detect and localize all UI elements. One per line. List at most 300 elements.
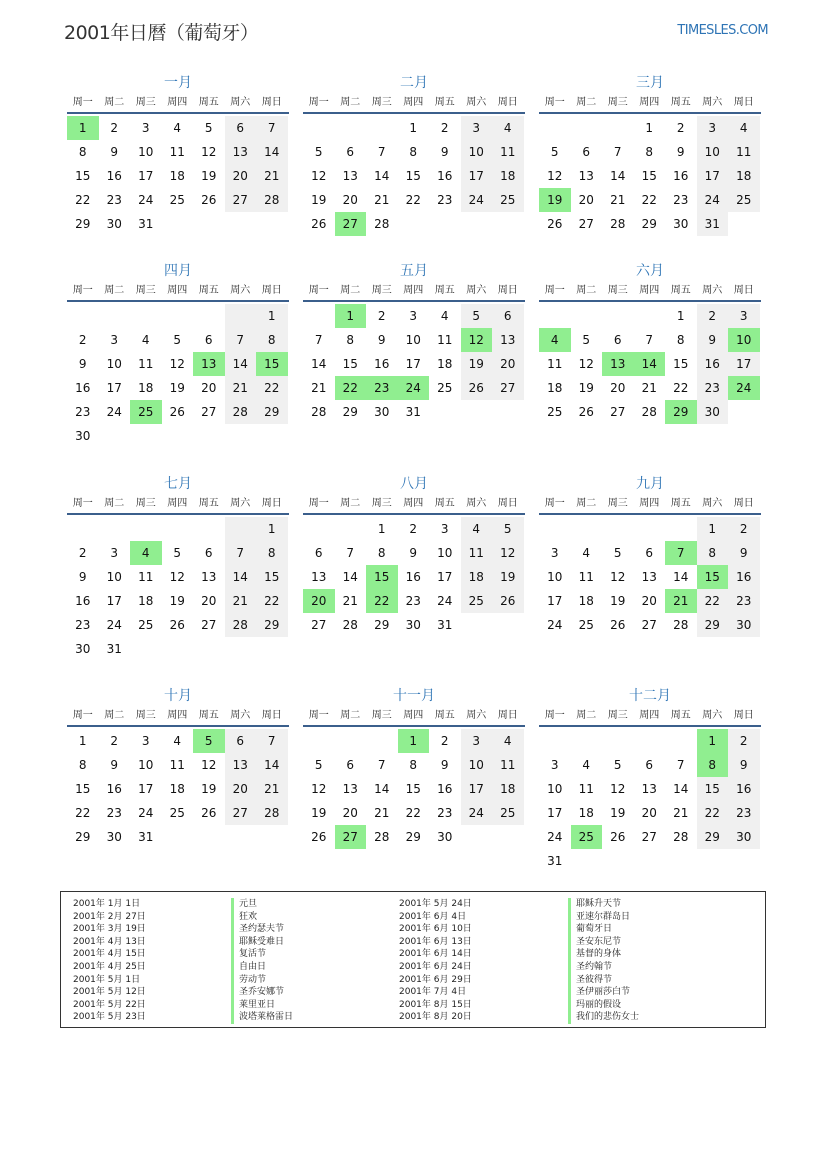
- day-cell: 14: [225, 352, 257, 376]
- day-cell-holiday: 1: [335, 304, 367, 328]
- day-cell: 10: [547, 782, 563, 796]
- month-name: 四月: [164, 263, 192, 279]
- day-cell-holiday: 29: [665, 400, 697, 424]
- day-cell: 7: [377, 758, 386, 772]
- weekday-label: 周二: [576, 285, 597, 296]
- month-name: 十月: [164, 688, 192, 704]
- day-cell: 17: [106, 381, 122, 395]
- day-grid: [539, 116, 761, 236]
- weekday-label: 周五: [434, 710, 455, 721]
- weekday-label: 周五: [198, 285, 219, 296]
- day-cell-holiday: 4: [539, 328, 571, 352]
- day-cell: 12: [169, 357, 185, 371]
- day-cell: 26: [547, 217, 563, 231]
- day-cell: 18: [492, 777, 524, 801]
- day-cell: 19: [578, 381, 594, 395]
- month-calendar: [539, 260, 761, 424]
- holiday-name: 元旦: [231, 898, 293, 911]
- day-cell: 11: [492, 753, 524, 777]
- day-cell: 30: [374, 405, 390, 419]
- month-name: 二月: [400, 75, 428, 91]
- day-cell: 27: [201, 618, 217, 632]
- month-calendar: [67, 685, 289, 849]
- day-cell: 20: [610, 381, 626, 395]
- day-cell: 28: [374, 217, 390, 231]
- day-cell-holiday: 24: [728, 376, 760, 400]
- day-cell-holiday: 20: [303, 589, 335, 613]
- weekday-label: 周一: [544, 285, 565, 296]
- holiday-date: 2001年 5月 12日: [73, 987, 146, 998]
- weekday-label: 周五: [198, 710, 219, 721]
- day-cell: 18: [547, 381, 563, 395]
- day-cell: 8: [697, 541, 729, 565]
- weekday-label: 周日: [733, 97, 754, 108]
- day-cell-holiday: 5: [193, 729, 225, 753]
- day-cell: 30: [75, 642, 91, 656]
- holiday-date: 2001年 6月 4日: [399, 911, 467, 922]
- day-cell: 4: [173, 121, 182, 135]
- weekday-label: 周三: [135, 97, 156, 108]
- holiday-date: 2001年 1月 1日: [73, 899, 141, 909]
- day-empty: [602, 116, 634, 140]
- day-empty: [303, 517, 335, 541]
- day-cell: 20: [342, 806, 358, 820]
- weekday-label: 周六: [230, 97, 251, 108]
- day-cell: 8: [409, 758, 418, 772]
- day-cell: 14: [311, 357, 327, 371]
- day-cell: 18: [492, 164, 524, 188]
- weekday-label: 周六: [466, 498, 487, 509]
- day-cell: 9: [377, 333, 386, 347]
- day-cell: 22: [641, 193, 657, 207]
- holiday-name: 耶稣升天节: [568, 898, 639, 911]
- day-cell: 31: [138, 217, 154, 231]
- day-grid: [539, 517, 761, 637]
- day-cell: 30: [697, 400, 729, 424]
- weekday-label: 周三: [135, 498, 156, 509]
- weekday-label: 周日: [261, 710, 282, 721]
- day-cell: 11: [547, 357, 563, 371]
- day-cell: 8: [409, 145, 418, 159]
- weekday-label: 周一: [544, 710, 565, 721]
- day-cell-holiday: 22: [335, 376, 367, 400]
- day-cell: 23: [106, 806, 122, 820]
- weekday-label: 周二: [104, 498, 125, 509]
- weekday-header: [67, 94, 289, 114]
- weekday-label: 周六: [230, 498, 251, 509]
- weekday-header: [539, 707, 761, 727]
- day-cell: 28: [225, 400, 257, 424]
- day-cell: 18: [728, 164, 760, 188]
- weekday-label: 周日: [497, 97, 518, 108]
- weekday-label: 周五: [670, 285, 691, 296]
- day-cell: 30: [437, 830, 453, 844]
- day-cell: 31: [437, 618, 453, 632]
- day-cell-holiday: 1: [67, 116, 99, 140]
- holiday-date: 2001年 5月 22日: [73, 999, 146, 1010]
- day-cell: 29: [256, 613, 288, 637]
- holiday-date: 2001年 6月 10日: [399, 924, 472, 935]
- day-grid: [303, 304, 525, 424]
- day-cell: 28: [374, 830, 390, 844]
- day-cell: 19: [311, 193, 327, 207]
- day-cell: 12: [492, 541, 524, 565]
- day-cell: 17: [138, 782, 154, 796]
- day-cell-holiday: 1: [697, 729, 729, 753]
- day-cell: 3: [141, 734, 150, 748]
- page-title: 2001年日曆（葡萄牙）: [64, 22, 259, 44]
- day-empty: [539, 116, 571, 140]
- holiday-date: 2001年 4月 15日: [73, 949, 146, 960]
- holiday-name: 劳动节: [231, 974, 293, 987]
- month-calendar: [303, 473, 525, 637]
- day-cell: 20: [201, 594, 217, 608]
- weekday-label: 周五: [434, 285, 455, 296]
- weekday-label: 周日: [733, 710, 754, 721]
- day-cell-holiday: 19: [539, 188, 571, 212]
- holiday-date: 2001年 6月 24日: [399, 961, 472, 972]
- holiday-name: 自由日: [231, 961, 293, 974]
- day-cell: 27: [225, 801, 257, 825]
- site-link[interactable]: TIMESLES.COM: [677, 23, 768, 38]
- day-cell: 7: [225, 328, 257, 352]
- day-cell: 10: [106, 357, 122, 371]
- weekday-label: 周一: [544, 97, 565, 108]
- day-cell: 15: [405, 169, 421, 183]
- day-cell: 18: [169, 782, 185, 796]
- day-cell: 3: [550, 546, 559, 560]
- day-cell: 16: [697, 352, 729, 376]
- weekday-label: 周四: [639, 97, 660, 108]
- day-cell: 13: [641, 782, 657, 796]
- holiday-date: 2001年 5月 23日: [73, 1012, 146, 1023]
- day-cell: 26: [169, 618, 185, 632]
- day-cell: 20: [225, 777, 257, 801]
- day-cell: 14: [673, 782, 689, 796]
- day-empty: [99, 517, 131, 541]
- day-empty: [602, 517, 634, 541]
- weekday-label: 周日: [733, 498, 754, 509]
- weekday-label: 周四: [639, 498, 660, 509]
- day-cell: 11: [578, 570, 594, 584]
- day-cell: 13: [342, 782, 358, 796]
- weekday-label: 周一: [308, 285, 329, 296]
- day-cell-holiday: 15: [256, 352, 288, 376]
- day-cell: 31: [697, 212, 729, 236]
- day-cell: 9: [697, 328, 729, 352]
- day-cell: 2: [110, 734, 119, 748]
- day-cell-holiday: 8: [697, 753, 729, 777]
- weekday-label: 周二: [576, 97, 597, 108]
- day-cell: 13: [641, 570, 657, 584]
- day-cell: 30: [75, 429, 91, 443]
- day-cell: 28: [673, 618, 689, 632]
- holiday-date: 2001年 3月 19日: [73, 924, 146, 935]
- day-cell: 21: [256, 777, 288, 801]
- holiday-date: 2001年 6月 29日: [399, 974, 472, 985]
- day-cell: 14: [374, 169, 390, 183]
- weekday-label: 周日: [261, 498, 282, 509]
- weekday-label: 周日: [261, 97, 282, 108]
- day-cell-holiday: 12: [461, 328, 493, 352]
- weekday-label: 周六: [702, 285, 723, 296]
- day-cell: 23: [106, 193, 122, 207]
- day-cell: 29: [405, 830, 421, 844]
- day-empty: [539, 729, 571, 753]
- holiday-name: 圣伊丽莎白节: [568, 986, 639, 999]
- day-cell: 24: [547, 618, 563, 632]
- day-cell: 8: [256, 541, 288, 565]
- day-cell: 25: [437, 381, 453, 395]
- day-cell: 16: [75, 594, 91, 608]
- weekday-label: 周日: [497, 285, 518, 296]
- weekday-label: 周三: [371, 97, 392, 108]
- weekday-label: 周三: [607, 710, 628, 721]
- day-grid: [539, 304, 761, 424]
- weekday-label: 周三: [135, 710, 156, 721]
- weekday-label: 周二: [104, 710, 125, 721]
- day-cell: 16: [106, 169, 122, 183]
- day-cell: 22: [256, 589, 288, 613]
- day-cell: 21: [311, 381, 327, 395]
- day-cell: 10: [437, 546, 453, 560]
- weekday-label: 周六: [466, 285, 487, 296]
- day-cell: 12: [610, 570, 626, 584]
- weekday-label: 周一: [72, 285, 93, 296]
- day-empty: [162, 304, 194, 328]
- day-grid: [67, 304, 289, 448]
- day-grid: [303, 116, 525, 236]
- weekday-label: 周二: [340, 97, 361, 108]
- day-cell: 23: [673, 193, 689, 207]
- day-grid: [67, 517, 289, 661]
- day-cell: 3: [110, 333, 119, 347]
- weekday-label: 周三: [371, 498, 392, 509]
- weekday-label: 周六: [230, 285, 251, 296]
- day-cell: 20: [578, 193, 594, 207]
- day-cell: 17: [405, 357, 421, 371]
- day-cell: 29: [342, 405, 358, 419]
- day-cell: 21: [342, 594, 358, 608]
- weekday-label: 周五: [670, 498, 691, 509]
- day-cell: 10: [461, 753, 493, 777]
- holiday-date: 2001年 5月 24日: [399, 899, 472, 909]
- day-cell: 16: [728, 777, 760, 801]
- weekday-label: 周二: [104, 97, 125, 108]
- weekday-label: 周四: [403, 97, 424, 108]
- holiday-name: 亚速尔群岛日: [568, 911, 639, 924]
- day-cell: 17: [547, 594, 563, 608]
- day-cell: 19: [169, 594, 185, 608]
- month-calendar: [303, 260, 525, 424]
- day-empty: [335, 517, 367, 541]
- day-empty: [571, 116, 603, 140]
- day-cell: 28: [641, 405, 657, 419]
- day-cell: 2: [110, 121, 119, 135]
- day-cell: 5: [204, 121, 213, 135]
- weekday-header: [539, 282, 761, 302]
- day-cell: 21: [256, 164, 288, 188]
- day-cell: 3: [461, 116, 493, 140]
- day-cell: 4: [173, 734, 182, 748]
- day-cell: 31: [106, 642, 122, 656]
- day-cell: 24: [106, 405, 122, 419]
- day-cell: 24: [547, 830, 563, 844]
- day-cell: 16: [673, 169, 689, 183]
- weekday-label: 周三: [371, 710, 392, 721]
- day-cell: 20: [641, 594, 657, 608]
- day-cell-holiday: 22: [366, 589, 398, 613]
- month-name: 一月: [164, 75, 192, 91]
- day-cell: 14: [256, 140, 288, 164]
- day-cell: 26: [578, 405, 594, 419]
- day-cell: 22: [75, 806, 91, 820]
- weekday-label: 周六: [702, 97, 723, 108]
- weekday-label: 周一: [72, 97, 93, 108]
- day-cell: 3: [461, 729, 493, 753]
- day-cell: 30: [405, 618, 421, 632]
- day-cell: 5: [582, 333, 591, 347]
- day-cell: 12: [610, 782, 626, 796]
- holiday-date: 2001年 2月 27日: [73, 911, 146, 922]
- day-cell: 6: [204, 546, 213, 560]
- day-cell: 27: [641, 618, 657, 632]
- holiday-name: 我们的悲伤女士: [568, 1011, 639, 1024]
- day-cell: 17: [697, 164, 729, 188]
- day-cell: 27: [311, 618, 327, 632]
- day-cell: 1: [256, 304, 288, 328]
- day-cell: 17: [461, 777, 493, 801]
- day-empty: [67, 517, 99, 541]
- day-cell: 11: [169, 758, 185, 772]
- day-cell: 2: [377, 309, 386, 323]
- weekday-label: 周三: [607, 97, 628, 108]
- day-cell: 26: [201, 806, 217, 820]
- day-empty: [602, 729, 634, 753]
- day-cell: 2: [697, 304, 729, 328]
- day-cell: 15: [641, 169, 657, 183]
- day-cell: 16: [75, 381, 91, 395]
- day-grid: [67, 116, 289, 236]
- weekday-label: 周五: [670, 710, 691, 721]
- day-cell: 2: [440, 734, 449, 748]
- day-cell: 1: [256, 517, 288, 541]
- day-cell: 23: [75, 618, 91, 632]
- weekday-label: 周一: [72, 710, 93, 721]
- day-cell: 22: [673, 381, 689, 395]
- day-cell: 31: [405, 405, 421, 419]
- day-cell: 27: [610, 405, 626, 419]
- day-cell: 16: [106, 782, 122, 796]
- day-cell: 7: [225, 541, 257, 565]
- day-cell: 10: [106, 570, 122, 584]
- day-cell: 19: [492, 565, 524, 589]
- weekday-label: 周四: [639, 285, 660, 296]
- weekday-header: [303, 707, 525, 727]
- day-cell: 9: [728, 753, 760, 777]
- day-empty: [130, 517, 162, 541]
- holiday-dates-left: [73, 898, 146, 1024]
- day-cell: 19: [610, 806, 626, 820]
- day-cell: 6: [346, 758, 355, 772]
- holiday-date: 2001年 8月 20日: [399, 1012, 472, 1023]
- day-cell: 2: [78, 546, 87, 560]
- day-cell: 29: [697, 825, 729, 849]
- weekday-label: 周一: [308, 710, 329, 721]
- day-cell: 8: [78, 758, 87, 772]
- day-cell: 19: [201, 169, 217, 183]
- day-empty: [366, 116, 398, 140]
- day-cell: 10: [547, 570, 563, 584]
- holiday-name: 圣安东尼节: [568, 936, 639, 949]
- day-cell: 3: [110, 546, 119, 560]
- day-cell: 29: [75, 217, 91, 231]
- weekday-label: 周三: [135, 285, 156, 296]
- weekday-header: [303, 495, 525, 515]
- day-cell: 7: [256, 729, 288, 753]
- day-cell: 12: [169, 570, 185, 584]
- day-cell: 24: [697, 188, 729, 212]
- weekday-label: 周四: [167, 285, 188, 296]
- weekday-label: 周五: [198, 97, 219, 108]
- day-cell: 11: [169, 145, 185, 159]
- day-cell: 19: [169, 381, 185, 395]
- day-empty: [539, 304, 571, 328]
- day-cell: 9: [409, 546, 418, 560]
- day-cell: 5: [613, 546, 622, 560]
- day-cell: 18: [578, 594, 594, 608]
- day-cell: 17: [106, 594, 122, 608]
- day-cell: 22: [75, 193, 91, 207]
- weekday-header: [303, 282, 525, 302]
- day-cell: 6: [225, 729, 257, 753]
- day-cell: 21: [374, 193, 390, 207]
- day-cell: 22: [697, 801, 729, 825]
- day-cell-holiday: 21: [665, 589, 697, 613]
- weekday-label: 周日: [497, 710, 518, 721]
- day-cell: 25: [169, 806, 185, 820]
- day-cell: 29: [256, 400, 288, 424]
- day-cell: 5: [492, 517, 524, 541]
- day-cell: 29: [75, 830, 91, 844]
- day-cell: 4: [492, 729, 524, 753]
- weekday-header: [303, 94, 525, 114]
- holiday-date: 2001年 8月 15日: [399, 999, 472, 1010]
- day-cell: 22: [405, 806, 421, 820]
- day-cell: 26: [201, 193, 217, 207]
- day-cell: 4: [492, 116, 524, 140]
- day-cell-holiday: 27: [335, 212, 367, 236]
- day-cell: 20: [641, 806, 657, 820]
- day-cell: 17: [547, 806, 563, 820]
- holiday-name: 圣约翰节: [568, 961, 639, 974]
- day-empty: [162, 517, 194, 541]
- month-name: 五月: [400, 263, 428, 279]
- weekday-header: [67, 707, 289, 727]
- day-cell: 26: [169, 405, 185, 419]
- weekday-label: 周五: [434, 97, 455, 108]
- day-empty: [130, 304, 162, 328]
- month-calendar: [67, 260, 289, 448]
- month-name: 十二月: [629, 688, 671, 704]
- day-cell: 17: [437, 570, 453, 584]
- day-cell: 2: [409, 522, 418, 536]
- day-cell: 12: [311, 782, 327, 796]
- weekday-label: 周二: [104, 285, 125, 296]
- day-cell: 9: [110, 758, 119, 772]
- day-cell: 14: [610, 169, 626, 183]
- day-cell: 8: [377, 546, 386, 560]
